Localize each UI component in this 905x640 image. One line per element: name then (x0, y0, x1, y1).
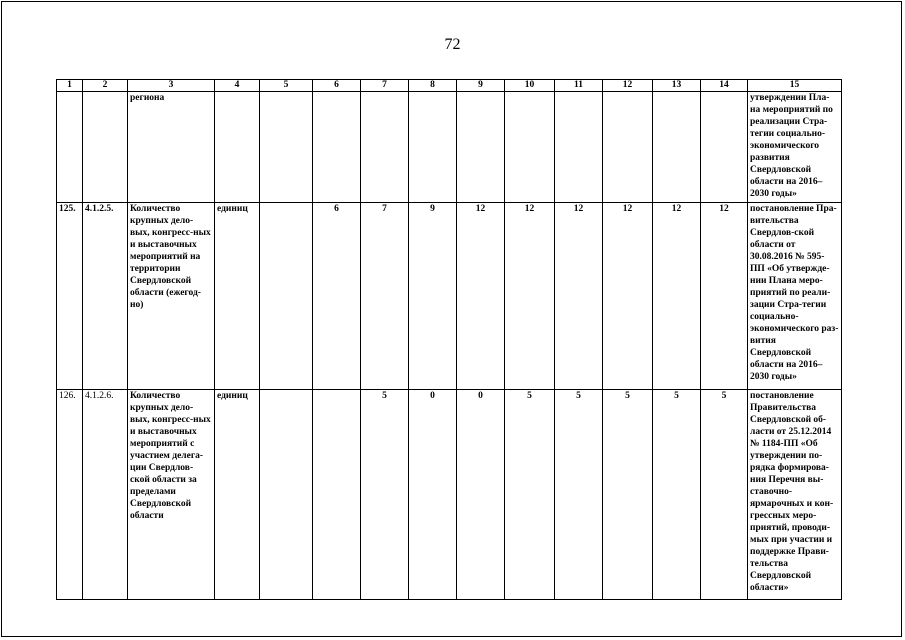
value-cell: 12 (603, 203, 653, 390)
header-cell: 6 (313, 80, 361, 92)
indicator-name: Количество крупных дело-вых, конгресс-ных и выставочных мероприятий на территории Свердловской области (ежегод-но) (128, 203, 215, 390)
value-cell: 12 (457, 203, 505, 390)
row-number (57, 92, 83, 203)
table-row (57, 203, 842, 390)
value-cell: 5 (505, 390, 555, 600)
value-cell (457, 92, 505, 203)
indicator-name: Количество крупных дело-вых, конгресс-ных и выставочных мероприятий с участием делега-ции Свердлов-ской области за пределами Свердловской области (128, 390, 215, 600)
header-cell: 9 (457, 80, 505, 92)
value-cell (313, 92, 361, 203)
header-cell: 12 (603, 80, 653, 92)
header-row (57, 80, 842, 92)
value-cell: 5 (701, 390, 748, 600)
header-cell: 2 (83, 80, 128, 92)
header-cell: 8 (409, 80, 457, 92)
value-cell (701, 92, 748, 203)
value-cell: 5 (361, 390, 409, 600)
header-cell: 15 (748, 80, 842, 92)
row-code (83, 92, 128, 203)
header-cell: 14 (701, 80, 748, 92)
header-cell: 4 (215, 80, 260, 92)
row-code: 4.1.2.6. (83, 390, 128, 600)
value-cell (409, 92, 457, 203)
unit: единиц (215, 203, 260, 390)
header-cell: 1 (57, 80, 83, 92)
value-cell (505, 92, 555, 203)
value-cell: 12 (505, 203, 555, 390)
value-cell: 0 (409, 390, 457, 600)
table-row (57, 390, 842, 600)
value-cell (260, 203, 313, 390)
header-cell: 13 (653, 80, 701, 92)
value-cell: 0 (457, 390, 505, 600)
value-cell: 7 (361, 203, 409, 390)
value-cell: 9 (409, 203, 457, 390)
value-cell (260, 92, 313, 203)
source-document: постановление Правительства Свердловской об-ласти от 25.12.2014 № 1184-ПП «Об утверждении по-рядка формирова-ния Перечня вы-ставочно-ярмарочных и кон-грессных меро-приятий, проводи-мых при участии и поддержке Прави-тельства Свердловской области» (748, 390, 842, 600)
value-cell (603, 92, 653, 203)
unit: единиц (215, 390, 260, 600)
indicator-name: региона (128, 92, 215, 203)
header-cell: 5 (260, 80, 313, 92)
source-document: постановление Пра-вительства Свердлов-ской области от 30.08.2016 № 595-ПП «Об утвержде-нии Плана меро-приятий по реали-зации Стра-тегии социально-экономического раз-вития Свердловской области на 2016–2030 годы» (748, 203, 842, 390)
row-code: 4.1.2.5. (83, 203, 128, 390)
value-cell: 12 (555, 203, 603, 390)
value-cell (260, 390, 313, 600)
value-cell (653, 92, 701, 203)
value-cell: 5 (603, 390, 653, 600)
value-cell: 12 (653, 203, 701, 390)
value-cell (555, 92, 603, 203)
value-cell: 5 (653, 390, 701, 600)
row-number: 125. (57, 203, 83, 390)
header-cell: 10 (505, 80, 555, 92)
header-cell: 3 (128, 80, 215, 92)
header-cell: 7 (361, 80, 409, 92)
value-cell: 12 (701, 203, 748, 390)
unit (215, 92, 260, 203)
value-cell (361, 92, 409, 203)
data-table (56, 79, 842, 600)
value-cell (313, 390, 361, 600)
row-number: 126. (57, 390, 83, 600)
value-cell: 6 (313, 203, 361, 390)
header-cell: 11 (555, 80, 603, 92)
value-cell: 5 (555, 390, 603, 600)
table-row (57, 92, 842, 203)
source-document: утверждении Пла-на мероприятий по реализации Стра-тегии социально-экономического развития Свердловской области на 2016–2030 годы» (748, 92, 842, 203)
page-number: 72 (444, 36, 461, 53)
